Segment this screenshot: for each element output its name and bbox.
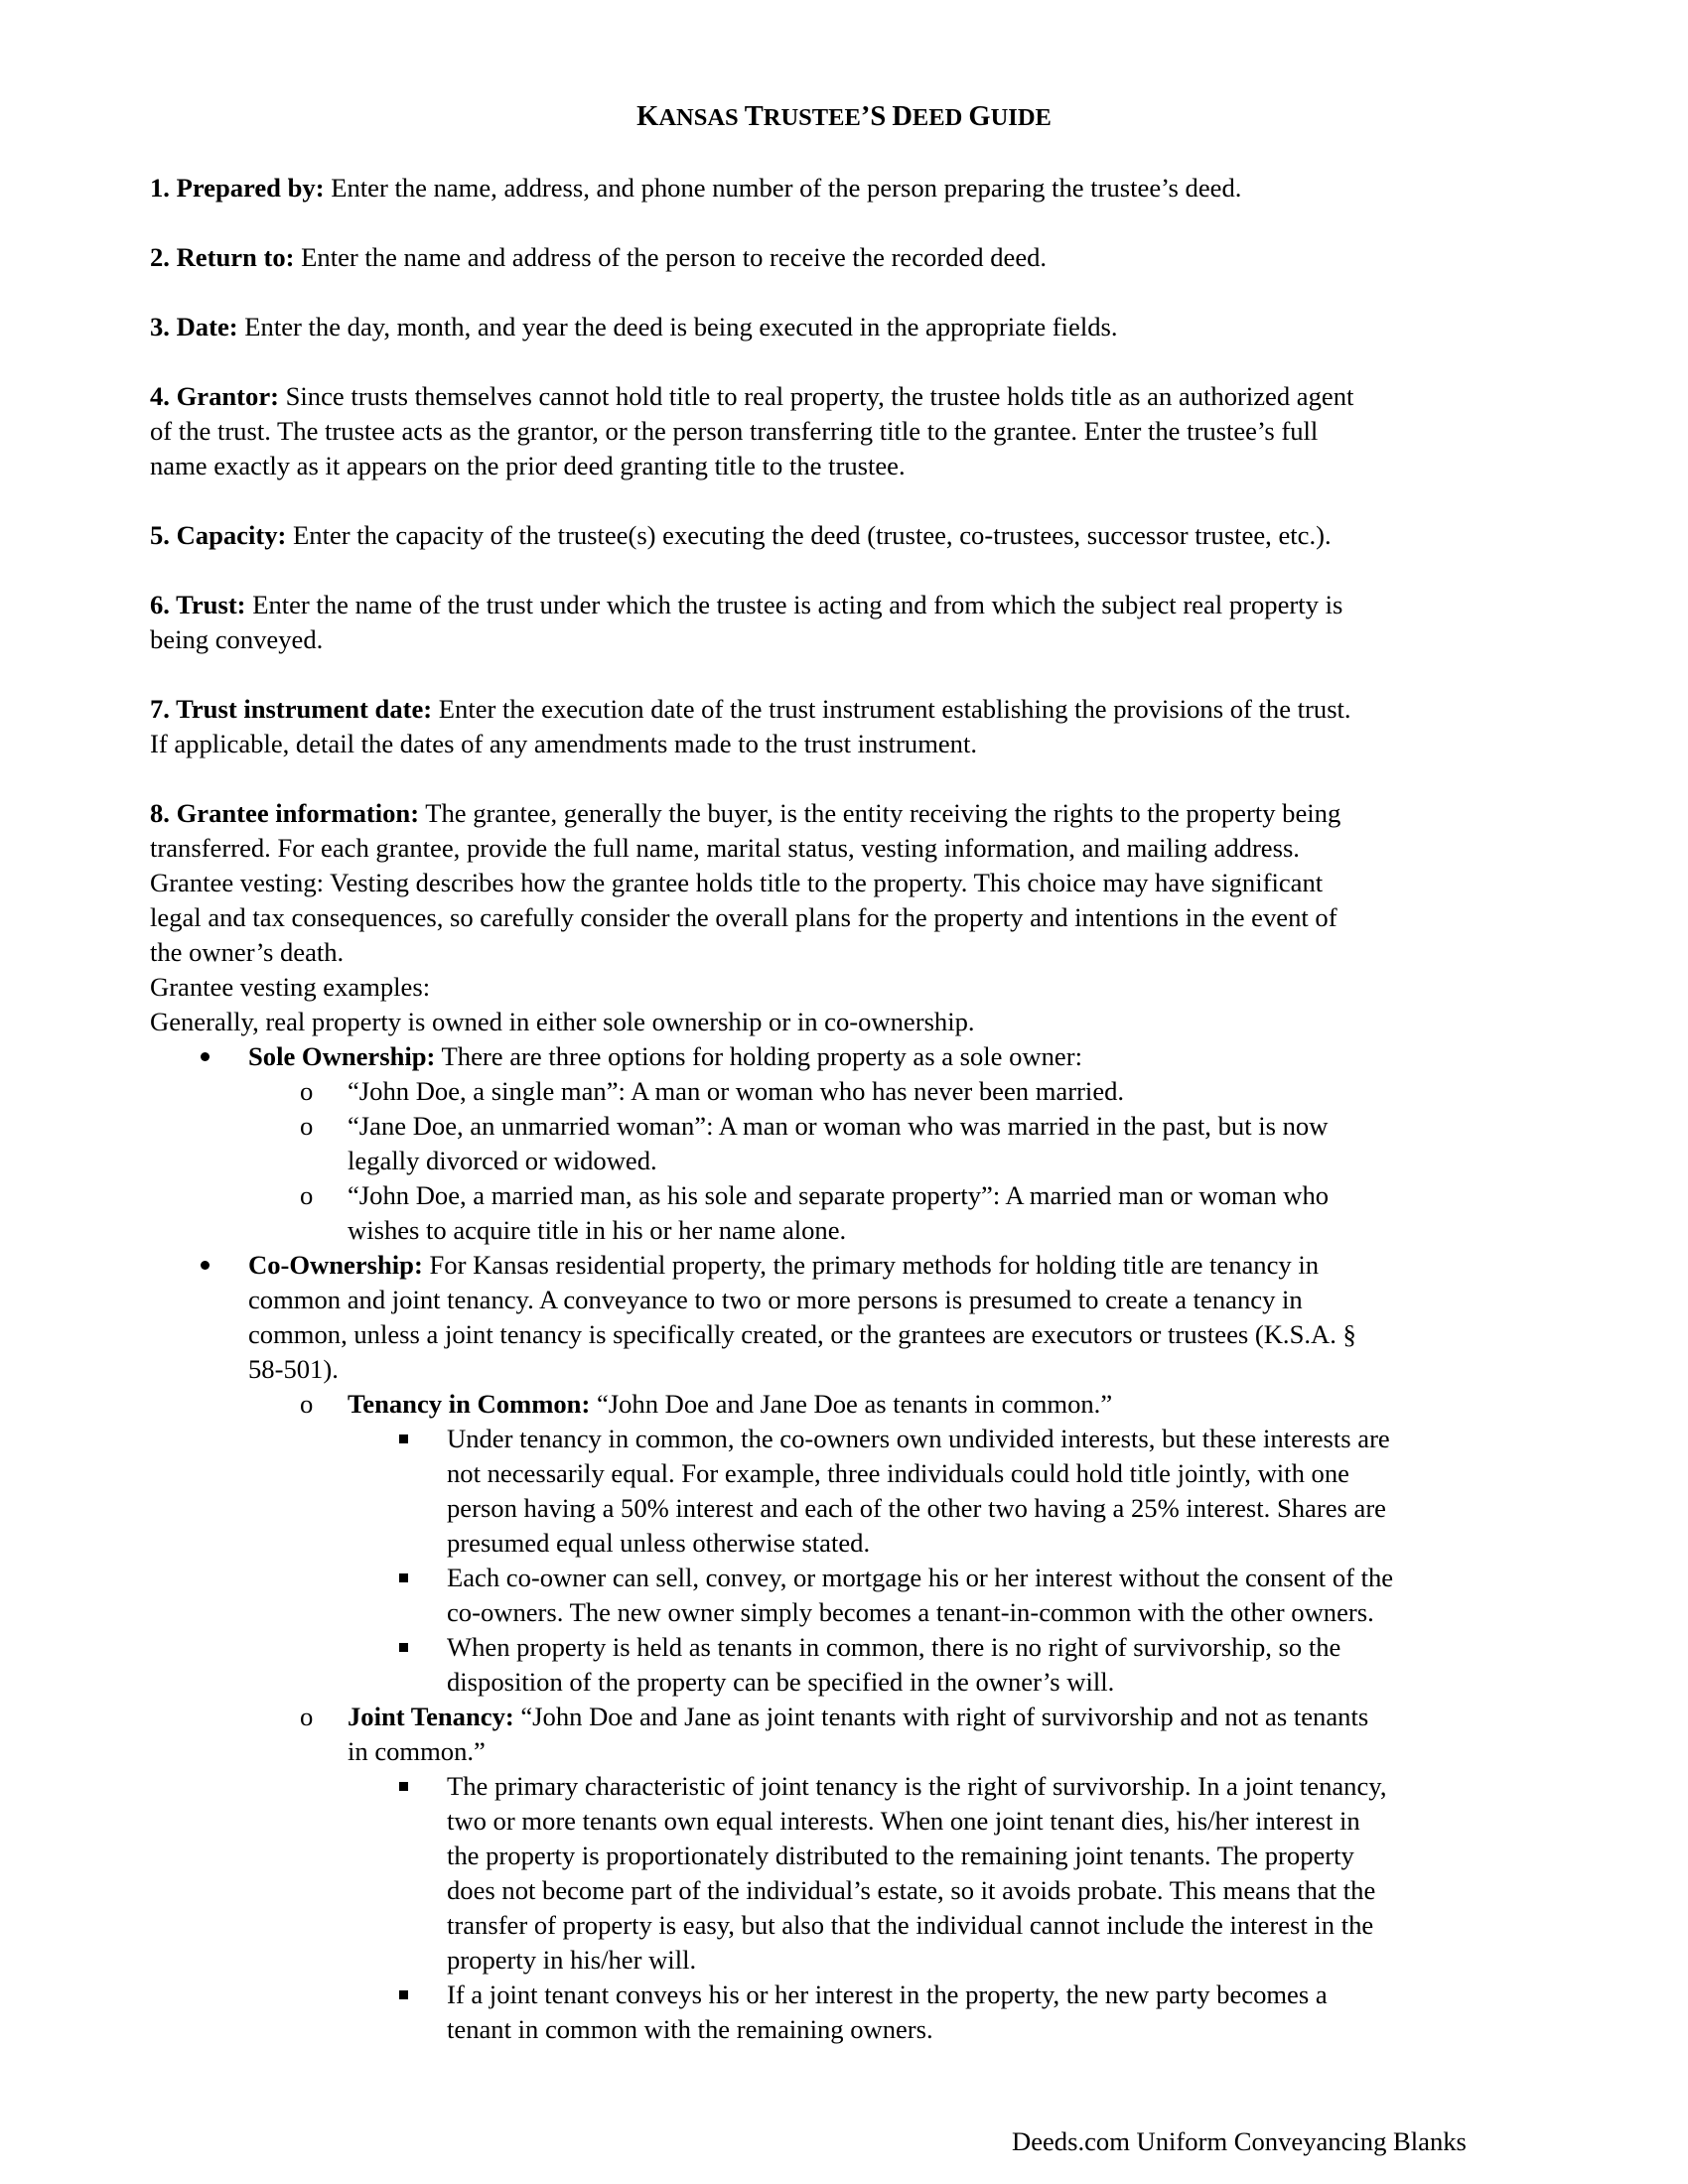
sole-option-line: legally divorced or widowed. <box>348 1146 657 1175</box>
document-title: KANSAS TRUSTEE’S DEED GUIDE <box>636 101 1052 132</box>
section-grantor-line: of the trust. The trustee acts as the grantor, or the person transferring title to the grantee. Enter the trustee’s full <box>150 416 1319 446</box>
tic-point-line: not necessarily equal. For example, three individuals could hold title jointly, with one <box>447 1458 1349 1488</box>
section-grantee-line: transferred. For each grantee, provide the full name, marital status, vesting information, and mailing address. <box>150 833 1300 863</box>
section-trust-line: being conveyed. <box>150 624 324 654</box>
square-bullet-icon <box>399 1573 408 1582</box>
sole-option: “John Doe, a single man”: A man or woman who has never been married. <box>348 1076 1125 1106</box>
square-bullet-icon <box>399 1643 408 1652</box>
section-grantee-line: legal and tax consequences, so carefully consider the overall plans for the property and intentions in the event of <box>150 902 1337 932</box>
section-date: 3. Date: Enter the day, month, and year the deed is being executed in the appropriate fields. <box>150 312 1118 341</box>
section-grantee-line: Grantee vesting examples: <box>150 972 431 1002</box>
joint-tenancy: Joint Tenancy: “John Doe and Jane as joint tenants with right of survivorship and not as tenants <box>348 1702 1369 1731</box>
bullet-icon <box>201 1052 210 1061</box>
tic-point-line: person having a 50% interest and each of the other two having a 25% interest. Shares are <box>447 1493 1386 1523</box>
section-prepared-by: 1. Prepared by: Enter the name, address, and phone number of the person preparing the trustee’s deed. <box>150 173 1242 203</box>
jt-point-line: two or more tenants own equal interests. When one joint tenant dies, his/her interest in <box>447 1806 1360 1836</box>
section-grantee-line: the owner’s death. <box>150 937 345 967</box>
joint-tenancy-line: in common.” <box>348 1736 486 1766</box>
tenancy-in-common: Tenancy in Common: “John Doe and Jane Doe as tenants in common.” <box>348 1389 1113 1419</box>
section-grantor-line: name exactly as it appears on the prior deed granting title to the trustee. <box>150 451 906 480</box>
tic-point-line: co-owners. The new owner simply becomes a tenant-in-common with the other owners. <box>447 1597 1374 1627</box>
tic-point-line: presumed equal unless otherwise stated. <box>447 1528 871 1558</box>
co-ownership: Co-Ownership: For Kansas residential property, the primary methods for holding title are tenancy in <box>248 1250 1320 1280</box>
section-return-to: 2. Return to: Enter the name and address of the person to receive the recorded deed. <box>150 242 1048 272</box>
jt-point: The primary characteristic of joint tenancy is the right of survivorship. In a joint tenancy, <box>447 1771 1387 1801</box>
circle-bullet-icon: o <box>300 1180 314 1210</box>
sole-option: “Jane Doe, an unmarried woman”: A man or woman who was married in the past, but is now <box>348 1111 1329 1141</box>
jt-point-line: tenant in common with the remaining owners. <box>447 2014 933 2044</box>
jt-point: If a joint tenant conveys his or her interest in the property, the new party becomes a <box>447 1979 1328 2009</box>
section-trust-instrument-date-line: If applicable, detail the dates of any amendments made to the trust instrument. <box>150 729 978 758</box>
tic-point: Under tenancy in common, the co-owners own undivided interests, but these interests are <box>447 1424 1390 1453</box>
jt-point-line: does not become part of the individual’s estate, so it avoids probate. This means that the <box>447 1875 1376 1905</box>
circle-bullet-icon: o <box>300 1389 314 1419</box>
footer-branding: Deeds.com Uniform Conveyancing Blanks <box>1012 2126 1467 2156</box>
section-trust-instrument-date: 7. Trust instrument date: Enter the execution date of the trust instrument establishing the provisions of the trust. <box>150 694 1351 724</box>
sole-option: “John Doe, a married man, as his sole and separate property”: A married man or woman who <box>348 1180 1330 1210</box>
section-trust: 6. Trust: Enter the name of the trust under which the trustee is acting and from which the subject real property is <box>150 590 1343 619</box>
section-grantee-line: Generally, real property is owned in either sole ownership or in co-ownership. <box>150 1007 975 1036</box>
circle-bullet-icon: o <box>300 1111 314 1141</box>
tic-point: When property is held as tenants in common, there is no right of survivorship, so the <box>447 1632 1341 1662</box>
co-ownership-line: common, unless a joint tenancy is specifically created, or the grantees are executors or trustees (K.S.A. § <box>248 1319 1356 1349</box>
co-ownership-line: 58-501). <box>248 1354 339 1384</box>
jt-point-line: property in his/her will. <box>447 1945 697 1975</box>
jt-point-line: the property is proportionately distributed to the remaining joint tenants. The property <box>447 1841 1354 1870</box>
tic-point: Each co-owner can sell, convey, or mortgage his or her interest without the consent of the <box>447 1563 1394 1592</box>
section-grantee-information: 8. Grantee information: The grantee, generally the buyer, is the entity receiving the rights to the property being <box>150 798 1341 828</box>
sole-option-line: wishes to acquire title in his or her name alone. <box>348 1215 847 1245</box>
square-bullet-icon <box>399 1782 408 1791</box>
section-grantor: 4. Grantor: Since trusts themselves cannot hold title to real property, the trustee holds title as an authorized agent <box>150 381 1354 411</box>
co-ownership-line: common and joint tenancy. A conveyance to two or more persons is presumed to create a tenancy in <box>248 1285 1303 1314</box>
jt-point-line: transfer of property is easy, but also that the individual cannot include the interest in the <box>447 1910 1374 1940</box>
square-bullet-icon <box>399 1434 408 1443</box>
circle-bullet-icon: o <box>300 1076 314 1106</box>
square-bullet-icon <box>399 1990 408 1999</box>
section-capacity: 5. Capacity: Enter the capacity of the trustee(s) executing the deed (trustee, co-trustees, successor trustee, etc.). <box>150 520 1332 550</box>
sole-ownership: Sole Ownership: There are three options for holding property as a sole owner: <box>248 1041 1082 1071</box>
circle-bullet-icon: o <box>300 1702 314 1731</box>
section-grantee-line: Grantee vesting: Vesting describes how the grantee holds title to the property. This choice may have significant <box>150 868 1324 897</box>
tic-point-line: disposition of the property can be specified in the owner’s will. <box>447 1667 1115 1697</box>
bullet-icon <box>201 1261 210 1270</box>
